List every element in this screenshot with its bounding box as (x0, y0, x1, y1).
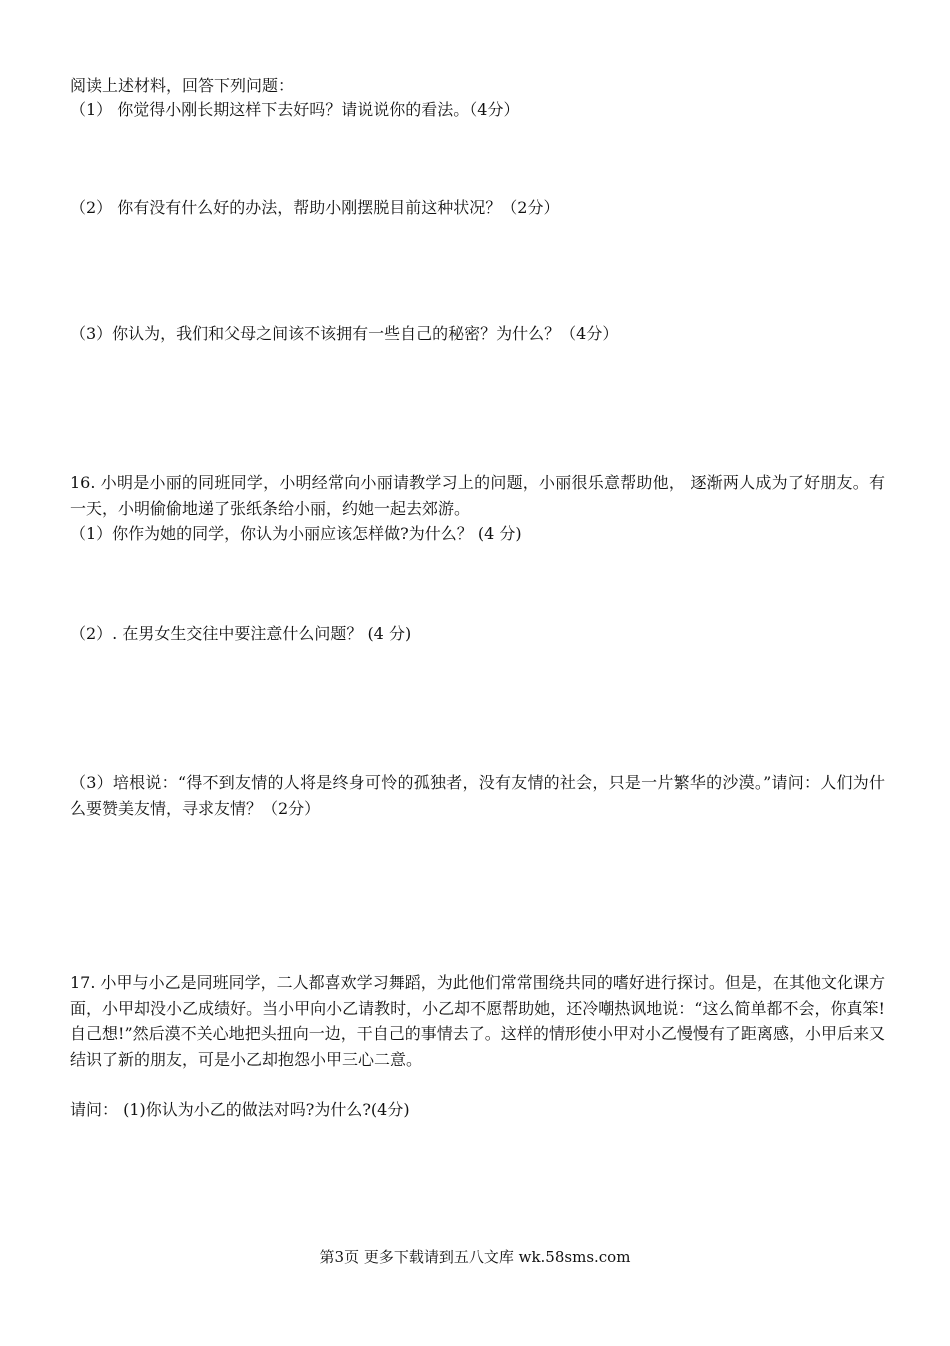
question-16-2: （2）. 在男女生交往中要注意什么问题？ (4 分) (70, 624, 412, 643)
page-footer: 第3页 更多下载请到五八文库 wk.58sms.com (319, 1248, 631, 1266)
question-16-stem: 16. 小明是小丽的同班同学，小明经常向小丽请教学习上的问题，小丽很乐意帮助他， 逐渐两人成为了好朋友。有一天，小明偷偷地递了张纸条给小丽，约她一起去郊游。 (70, 473, 885, 518)
intro-text: 阅读上述材料，回答下列问题： (70, 76, 295, 95)
question-17-1: 请问： (1)你认为小乙的做法对吗?为什么?(4分) (70, 1100, 410, 1119)
question-16-1: （1）你作为她的同学，你认为小丽应该怎样做?为什么？ (4 分) (70, 524, 522, 543)
question-17-stem: 17. 小甲与小乙是同班同学，二人都喜欢学习舞蹈，为此他们常常围绕共同的嗜好进行探讨。但是，在其他文化课方面，小甲却没小乙成绩好。当小甲向小乙请教时，小乙却不愿帮助她，还冷嘲热讽地说：“这么简单都不会，你真笨!自己想!”然后漠不关心地把头扭向一边，干自己的事情去了。这样的情形使小甲对小乙慢慢有了距离感，小甲后来又结识了新的朋友，可是小乙却抱怨小甲三心二意。 (70, 973, 885, 1069)
question-15-1: （1） 你觉得小刚长期这样下去好吗？请说说你的看法。（4分） (70, 100, 520, 119)
question-15-2: （2） 你有没有什么好的办法，帮助小刚摆脱目前这种状况？（2分） (70, 198, 560, 217)
question-15-3: （3）你认为，我们和父母之间该不该拥有一些自己的秘密？为什么？（4分） (70, 324, 619, 343)
question-16-3: （3）培根说：“得不到友情的人将是终身可怜的孤独者，没有友情的社会，只是一片繁华的沙漠。”请问：人们为什么要赞美友情，寻求友情？（2分） (70, 773, 885, 818)
